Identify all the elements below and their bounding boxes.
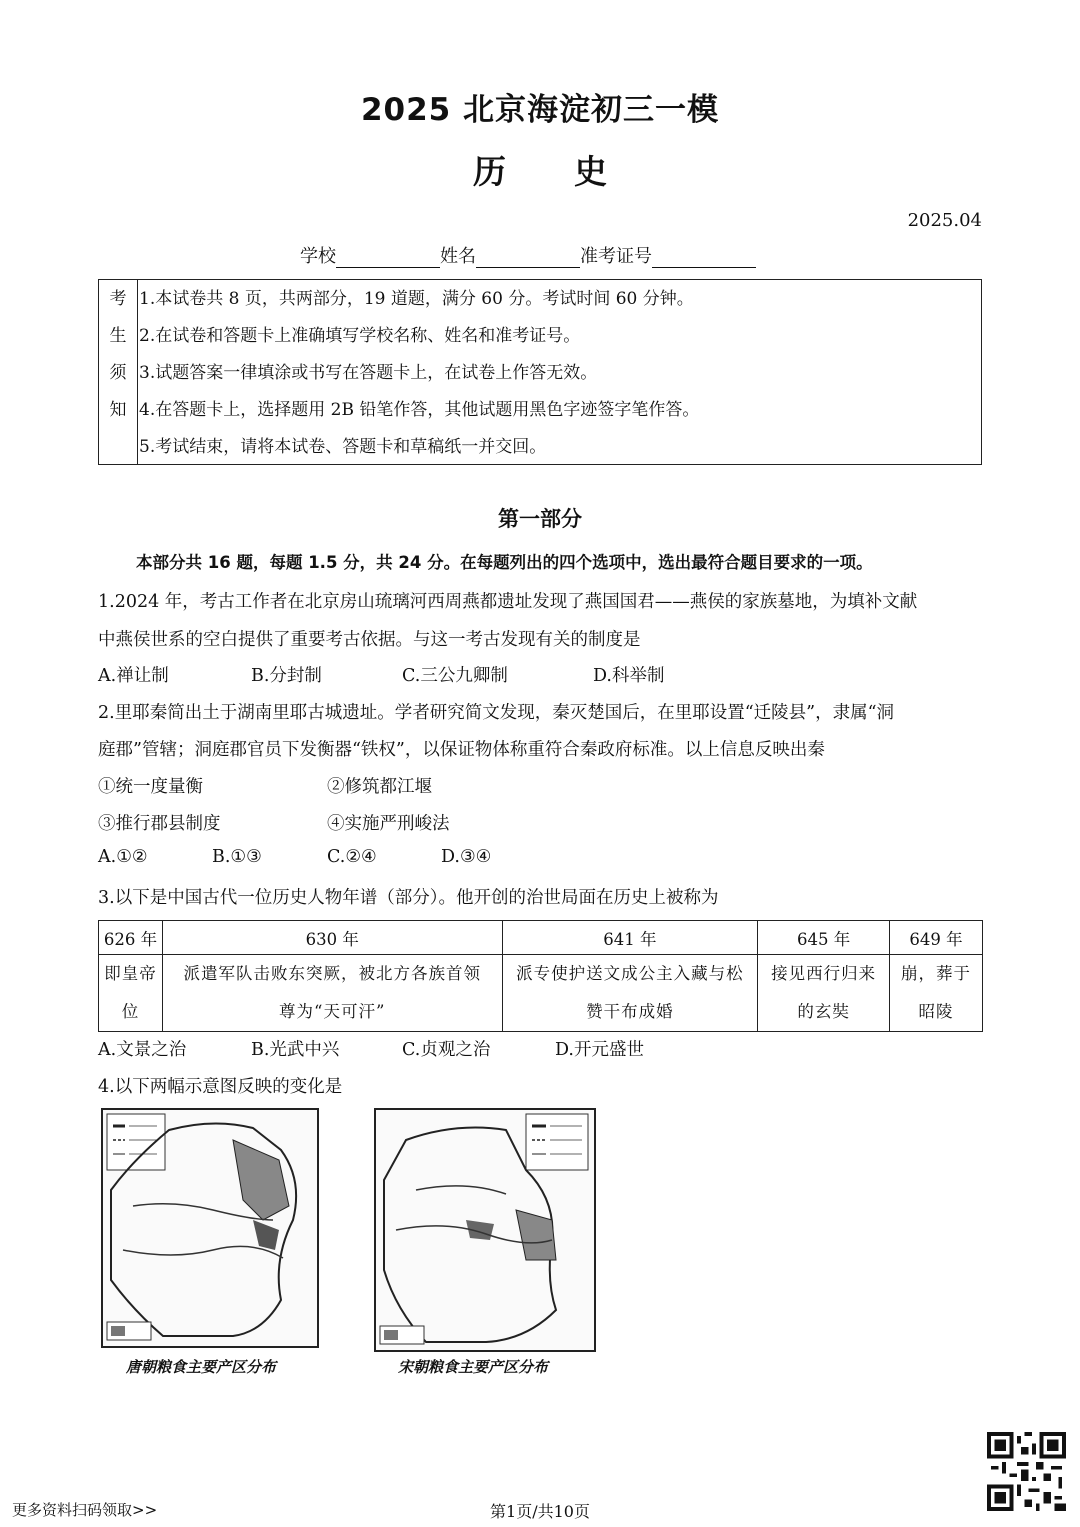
name-label: 姓名: [440, 246, 476, 267]
exam-number-blank[interactable]: [652, 247, 756, 268]
song-grain-map: [374, 1108, 596, 1352]
notice-item: 1.本试卷共 8 页，共两部分，19 道题，满分 60 分。考试时间 60 分钟。: [139, 289, 694, 309]
exam-notice-box: [98, 279, 982, 465]
chronology-table: [98, 920, 983, 1032]
footer-promo-text[interactable]: 更多资料扫码领取>>: [12, 1501, 158, 1519]
chronology-events-row: [99, 955, 983, 1032]
chronology-years-row: [99, 921, 983, 955]
name-blank[interactable]: [476, 247, 580, 268]
notice-side-char: 知: [109, 400, 127, 420]
q3-option-d[interactable]: D.开元盛世: [555, 1040, 644, 1060]
event-line: 昭陵: [918, 1002, 954, 1021]
subject-title: [0, 146, 1080, 193]
q2-option-c[interactable]: C.②④: [327, 847, 377, 867]
q1-stem-line-2: 中燕侯世系的空白提供了重要考古依据。与这一考古发现有关的制度是: [98, 630, 641, 650]
school-label: 学校: [300, 246, 336, 267]
event-line: 派遣军队击败东突厥，被北方各族首领: [183, 964, 481, 983]
school-blank[interactable]: [336, 247, 440, 268]
tang-grain-map: [101, 1108, 319, 1348]
q1-option-b[interactable]: B.分封制: [251, 666, 322, 686]
notice-item: 4.在答题卡上，选择题用 2B 铅笔作答，其他试题用黑色字迹签字笔作答。: [139, 400, 700, 420]
year-cell: 645 年: [758, 921, 890, 955]
event-cell: [890, 955, 983, 1032]
q2-item-1: ①统一度量衡: [98, 777, 203, 797]
exam-date: 2025.04: [907, 210, 982, 231]
exam-number-label: 准考证号: [580, 246, 652, 267]
q1-option-d[interactable]: D.科举制: [593, 666, 665, 686]
q3-stem: 3.以下是中国古代一位历史人物年谱（部分）。他开创的治世局面在历史上被称为: [98, 888, 719, 908]
event-cell: [162, 955, 502, 1032]
notice-item: 3.试题答案一律填涂或书写在答题卡上，在试卷上作答无效。: [139, 363, 598, 383]
event-line: 派专使护送文成公主入藏与松: [516, 964, 744, 983]
q1-option-a[interactable]: A.禅让制: [98, 666, 169, 686]
event-line: 崩，葬于: [901, 964, 972, 983]
q3-option-b[interactable]: B.光武中兴: [251, 1040, 340, 1060]
event-line: 接见西行归来: [771, 964, 877, 983]
q2-option-b[interactable]: B.①③: [212, 847, 262, 867]
notice-side-char: 考: [109, 289, 127, 309]
tang-map-caption: 唐朝粮食主要产区分布: [126, 1358, 277, 1376]
event-line: 位: [121, 1002, 140, 1021]
q2-item-2: ②修筑都江堰: [327, 777, 432, 797]
student-info-line: [300, 242, 756, 268]
q2-item-4: ④实施严刑峻法: [327, 814, 450, 834]
q2-item-3: ③推行郡县制度: [98, 814, 221, 834]
exam-title: 2025 北京海淀初三一模: [360, 92, 720, 128]
page-number: 第1页/共10页: [490, 1502, 590, 1521]
part-one-intro: 本部分共 16 题，每题 1.5 分，共 24 分。在每题列出的四个选项中，选出最符合题目要求的一项。: [136, 553, 873, 572]
event-line: 赞干布成婚: [586, 1002, 674, 1021]
part-one-title: 第一部分: [498, 507, 582, 531]
event-cell: [99, 955, 163, 1032]
tang-map-drawing: [103, 1110, 317, 1346]
year-cell: 641 年: [502, 921, 758, 955]
subject-char-1: 历: [473, 152, 506, 191]
q1-option-c[interactable]: C.三公九卿制: [402, 666, 508, 686]
q4-stem: 4.以下两幅示意图反映的变化是: [98, 1077, 343, 1097]
event-line: 尊为“天可汗”: [279, 1002, 386, 1021]
event-line: 即皇帝: [104, 964, 157, 983]
notice-item: 5.考试结束，请将本试卷、答题卡和草稿纸一并交回。: [139, 437, 547, 457]
year-cell: 626 年: [99, 921, 163, 955]
q3-option-a[interactable]: A.文景之治: [98, 1040, 187, 1060]
q2-option-a[interactable]: A.①②: [98, 847, 148, 867]
q2-option-d[interactable]: D.③④: [441, 847, 492, 867]
q2-stem-line-1: 2.里耶秦简出土于湖南里耶古城遗址。学者研究简文发现，秦灭楚国后，在里耶设置“迁陵县”，隶属“洞: [98, 703, 895, 723]
event-line: 的玄奘: [797, 1002, 850, 1021]
q3-option-c[interactable]: C.贞观之治: [402, 1040, 491, 1060]
notice-side-label: [99, 280, 138, 464]
event-cell: [758, 955, 890, 1032]
notice-side-char: 须: [109, 363, 127, 383]
notice-side-char: 生: [109, 326, 127, 346]
event-cell: [502, 955, 758, 1032]
subject-char-2: 史: [574, 152, 607, 191]
year-cell: 649 年: [890, 921, 983, 955]
notice-item: 2.在试卷和答题卡上准确填写学校名称、姓名和准考证号。: [139, 326, 581, 346]
song-map-caption: 宋朝粮食主要产区分布: [398, 1358, 549, 1376]
song-map-drawing: [376, 1110, 594, 1350]
q2-stem-line-2: 庭郡”管辖；洞庭郡官员下发衡器“铁权”，以保证物体称重符合秦政府标准。以上信息反映出秦: [98, 740, 825, 760]
year-cell: 630 年: [162, 921, 502, 955]
q1-stem-line-1: 1.2024 年，考古工作者在北京房山琉璃河西周燕都遗址发现了燕国国君——燕侯的家族墓地，为填补文献: [98, 592, 918, 612]
